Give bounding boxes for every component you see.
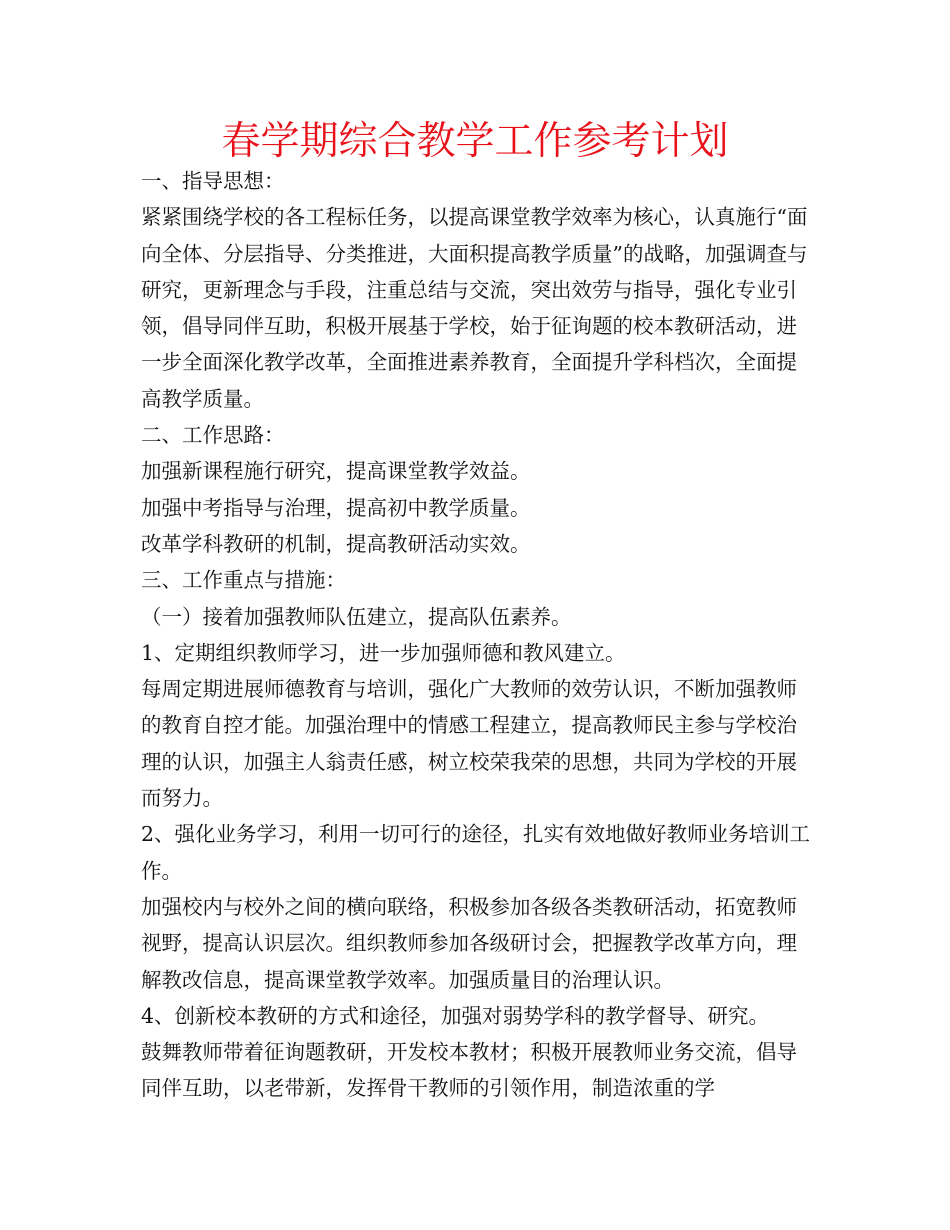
- section-heading: 三、工作重点与措施：: [141, 568, 346, 593]
- document-title: 春学期综合教学工作参考计划: [221, 119, 729, 164]
- paragraph: 紧紧围绕学校的各工程标任务，以提高课堂教学效率为核心，认真施行“面向全体、分层指导、分类推进，大面积提高教学质量”的战略，加强调查与研究，更新理念与手段，注重总结与交流，突出效劳与指导，强化专业引领，倡导同伴互助，积极开展基于学校，始于征询题的校本教研活动，进一步全面深化教学改革，全面推进素养教育，全面提升学科档次，全面提高教学质量。: [141, 205, 808, 411]
- numbered-item: 4、创新校本教研的方式和途径，加强对弱势学科的教学督导、研究。: [141, 1003, 770, 1028]
- numbered-item: 1、定期组织教师学习，进一步加强师德和教风建立。: [141, 640, 626, 665]
- document-body: [141, 163, 816, 1107]
- numbered-item: 2、强化业务学习，利用一切可行的途径，扎实有效地做好教师业务培训工作。: [141, 822, 811, 883]
- paragraph: 加强校内与校外之间的横向联络，积极参加各级各类教研活动，拓宽教师视野，提高认识层次。组织教师参加各级研讨会，把握教学改革方向，理解教改信息，提高课堂教学效率。加强质量目的治理认识。: [141, 894, 797, 992]
- section-heading: 二、工作思路：: [141, 423, 285, 448]
- section-heading: 一、指导思想：: [141, 169, 285, 193]
- paragraph: 改革学科教研的机制，提高教研活动实效。: [141, 531, 531, 556]
- subsection-heading: （一）接着加强教师队伍建立，提高队伍素养。: [141, 604, 572, 629]
- paragraph: 鼓舞教师带着征询题教研，开发校本教材；积极开展教师业务交流，倡导同伴互助，以老带新，发挥骨干教师的引领作用，制造浓重的学: [141, 1040, 797, 1101]
- paragraph: 加强中考指导与治理，提高初中教学质量。: [141, 495, 531, 520]
- paragraph: 加强新课程施行研究，提高课堂教学效益。: [141, 459, 531, 484]
- paragraph: 每周定期进展师德教育与培训，强化广大教师的效劳认识，不断加强教师的教育自控才能。加强治理中的情感工程建立，提高教师民主参与学校治理的认识，加强主人翁责任感，树立校荣我荣的思想，共同为学校的开展而努力。: [141, 677, 797, 811]
